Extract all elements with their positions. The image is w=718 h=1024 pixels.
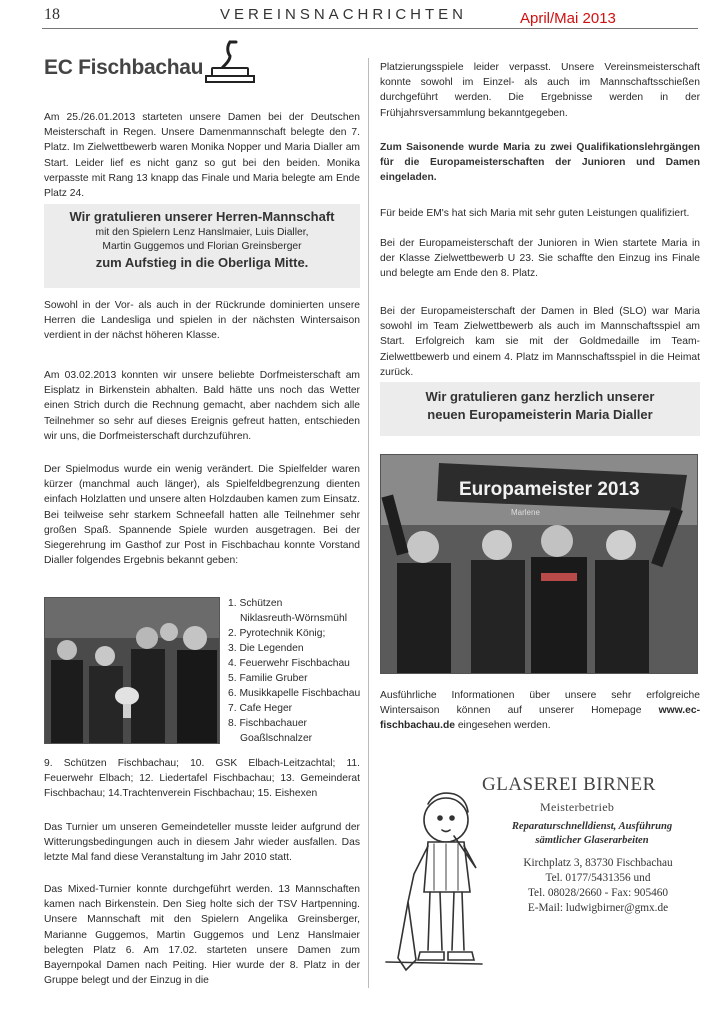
paragraph-more-info	[380, 688, 700, 734]
article-title: EC Fischbachau	[44, 56, 204, 79]
paragraph-community-plate: Das Turnier um unseren Gemeindeteller musste leider aufgrund der Witterungsbedingungen auch in diesem Jahr wieder ausfallen. Das letzte Mal fand diese Veranstaltung im Jahr 2010 statt.	[44, 822, 360, 864]
ranking-item: 5. Familie Gruber	[228, 673, 308, 684]
congrats-promotion: zum Aufstieg in die Oberliga Mitte.	[95, 255, 309, 270]
header-divider	[42, 28, 698, 29]
homepage-link[interactable]: www.ec-fischbachau.de	[380, 705, 700, 732]
cartoon-boy-illustration	[384, 782, 500, 978]
ranking-rest: 9. Schützen Fischbachau; 10. GSK Elbach-Leitzachtal; 11. Feuerwehr Elbach; 12. Liedertafel Fischbachau; 13. Gemeinderat Fischbachau; 14.Trachtenverein Fischbachau; 15. Eishexen	[44, 758, 360, 800]
ad-company-name: GLASEREI BIRNER	[482, 774, 656, 795]
ranking-item: 7. Cafe Heger	[228, 703, 293, 714]
ad-subtitle: Meisterbetrieb	[540, 800, 615, 814]
champions-photo	[380, 454, 698, 674]
ranking-item: Niklasreuth-Wörnsmühl	[240, 613, 348, 624]
congrats-box-men	[44, 204, 360, 288]
curling-trophy-icon	[200, 38, 260, 86]
ranking-item: 1. Schützen	[228, 598, 283, 609]
congrats-players-1: mit den Spielern Lenz Hanslmaier, Luis Dialler,	[95, 227, 309, 238]
column-divider	[368, 58, 369, 988]
ranking-item: 8. Fischbachauer	[228, 718, 307, 729]
congrats-maria-line2: neuen Europameisterin Maria Dialler	[427, 407, 653, 422]
paragraph-intro: Am 25./26.01.2013 starteten unsere Damen bei der Deutschen Meisterschaft in Regen. Unsere Damenmannschaft belegte den 7. Platz. Im Zielwettbewerb waren Monika Nopper und Maria Dialler am Start. Leider lief es nicht ganz so gut bei den beiden. Monika verpasste mit Rang 13 knapp das Finale und Maria belegte am Ende Platz 24.	[44, 112, 360, 200]
ad-address: Kirchplatz 3, 83730 Fischbachau	[523, 857, 673, 869]
ad-contact	[500, 856, 696, 916]
ranking-item: 2. Pyrotechnik König;	[228, 628, 326, 639]
paragraph-women-championship: Bei der Europameisterschaft der Damen in Bled (SLO) war Maria sowohl im Team Zielwettbewerb als auch im Mannschaftsspiel am Start. Erfolgreich kam sie mit der Goldmedaille im Team-Zielwettbewerb und einem 4. Platz im Mannschaftsspiel in die Heimat zurück.	[380, 306, 700, 378]
more-info-text-end: eingesehen werden.	[454, 720, 551, 732]
paragraph-junior-championship: Bei der Europameisterschaft der Junioren in Wien startete Maria in der Klasse Zielwettbewerb U 23. Sie schaffte den Einzug ins Finale und belegte am Ende den 8. Platz.	[380, 238, 700, 280]
page-number: 18	[44, 6, 60, 23]
date-stamp: April/Mai 2013	[520, 10, 616, 27]
congrats-heading: Wir gratulieren unserer Herren-Mannschaft	[69, 209, 335, 224]
congrats-players-2: Martin Guggemos und Florian Greinsberger	[102, 241, 302, 252]
congrats-box-maria	[380, 382, 700, 436]
paragraph-game-mode: Der Spielmodus wurde ein wenig verändert. Die Spielfelder waren kürzer (manchmal auch länger), als Spielfeldbegrenzung dienten einfach Holzlatten und unsere alten Holzdauben kamen zum Einsatz. Bei teilweise sehr starkem Schneefall hatten alle Teilnehmer sehr großen Spaß. Spannende Spiele wurden ausgetragen. Bei der Siegerehrung im Gasthof zur Post in Fischbachau konnte Vorstand Dialler folgendes Ergebnis bekannt geben:	[44, 464, 360, 567]
ad-mobile: Tel. 0177/5431356 und	[545, 872, 651, 884]
paragraph-qualified: Für beide EM's hat sich Maria mit sehr guten Leistungen qualifiziert.	[380, 208, 690, 219]
ranking-item: 4. Feuerwehr Fischbachau	[228, 658, 350, 669]
section-title: VEREINSNACHRICHTEN	[220, 6, 468, 23]
ranking-item: 6. Musikkapelle Fischbachau	[228, 688, 361, 699]
ad-phone-fax: Tel. 08028/2660 - Fax: 905460	[527, 887, 669, 899]
ad-services: Reparaturschnelldienst, Ausführung sämtlicher Glaserarbeiten	[511, 821, 673, 846]
congrats-maria-line1: Wir gratulieren ganz herzlich unserer	[425, 389, 655, 404]
ranking-list	[228, 596, 368, 746]
winners-photo	[44, 597, 220, 744]
ranking-item: Goaßlschnalzer	[240, 733, 313, 744]
paragraph-qualification: Zum Saisonende wurde Maria zu zwei Qualifikationslehrgängen für die Europameisterschaften der Junioren und Damen eingeladen.	[380, 142, 700, 184]
more-info-text: Ausführliche Informationen über unsere sehr erfolgreiche Wintersaison können auf unserer Homepage	[380, 690, 700, 717]
banner-text: Europameister 2013	[459, 479, 640, 500]
banner-sub-text: Marlene	[511, 508, 540, 517]
paragraph-club-championship: Platzierungsspiele leider verpasst. Unsere Vereinsmeisterschaft konnte sowohl im Einzel- als auch im Mannschaftsschießen durchgeführt werden. Die Ergebnisse werden in der Frühjahrsversammlung bekanntgegeben.	[380, 62, 700, 119]
paragraph-village-championship: Am 03.02.2013 konnten wir unsere beliebte Dorfmeisterschaft am Eisplatz in Birkenstein abhalten. Bald hätte uns noch das Wetter einen Strich durch die Rechnung gemacht, aber nachdem sich alle Teilnehmer so sehr auf dieses Ereignis gefreut hatten, entschieden wir uns, die Dorfmeisterschaft durchzuführen.	[44, 370, 360, 442]
ad-email[interactable]: E-Mail: ludwigbirner@gmx.de	[527, 902, 669, 914]
paragraph-mixed-tournament: Das Mixed-Turnier konnte durchgeführt werden. 13 Mannschaften kamen nach Birkenstein. Den Sieg holte sich der TSV Hartpenning. Unsere Mannschaft mit den Spielern Angelika Greinsberger, Marianne Guggemos, Martin Guggemos und Lenz Hanslmaier belegten Platz 6. Am 17.02. starteten unsere Damen zum Bayernpokal Damen nach Peiting. Hier wurde der 8. Platz in der Gruppe belegt und der Einzug in die	[44, 884, 360, 987]
ranking-item: 3. Die Legenden	[228, 643, 304, 654]
paragraph-league: Sowohl in der Vor- als auch in der Rückrunde dominierten unsere Herren die Landesliga und spielen in der nächsten Wintersaison verdient in der nächst höheren Klasse.	[44, 300, 360, 342]
